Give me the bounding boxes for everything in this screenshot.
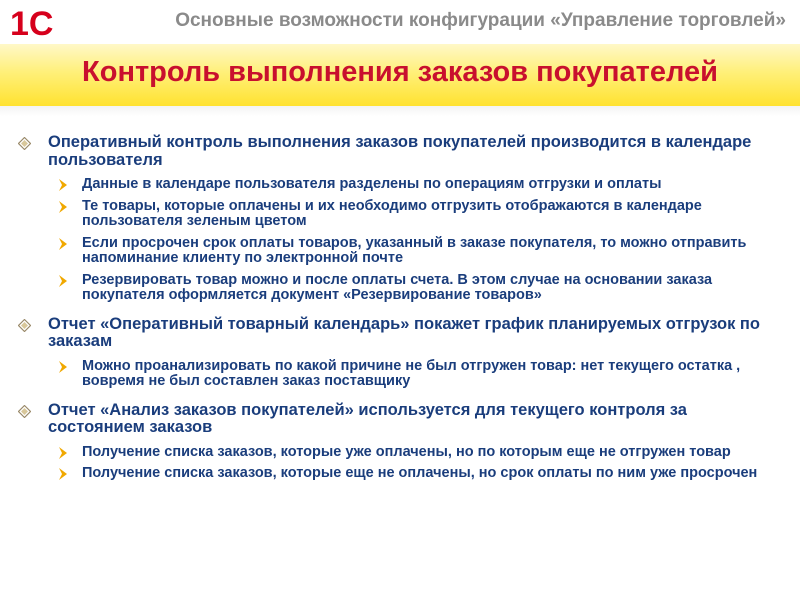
item-text: Получение списка заказов, которые уже оплачены, но по которым еще не отгружен товар <box>82 443 731 460</box>
section-2-text: Отчет «Оперативный товарный календарь» покажет график планируемых отгрузок по заказам <box>48 314 760 350</box>
section-3 <box>48 402 783 437</box>
section-2 <box>48 316 783 351</box>
1c-logo <box>8 4 70 42</box>
arrow-bullet-icon <box>58 200 68 214</box>
slide-content <box>0 134 800 488</box>
item-text: Те товары, которые оплачены и их необходимо отгрузить отображаются в календаре пользователя зеленым цветом <box>82 197 702 229</box>
arrow-bullet-icon <box>58 237 68 251</box>
item-text: Можно проанализировать по какой причине не был отгружен товар: нет текущего остатка , вовремя не был составлен заказ поставщику <box>82 357 741 389</box>
item-text: Резервировать товар можно и после оплаты счета. В этом случае на основании заказа покупателя оформляется документ «Резервирование товаров» <box>82 271 713 303</box>
item-text: Получение списка заказов, которые еще не оплачены, но срок оплаты по ним уже просрочен <box>82 465 758 481</box>
arrow-bullet-icon <box>58 446 68 460</box>
banner-shadow <box>0 106 800 116</box>
arrow-bullet-icon <box>58 178 68 192</box>
arrow-bullet-icon <box>58 360 68 374</box>
section-1-item-1 <box>82 177 762 193</box>
section-1-item-2 <box>82 199 762 230</box>
section-3-item-1 <box>82 445 762 461</box>
slide-title: Контроль выполнения заказов покупателей <box>82 56 718 88</box>
item-text: Данные в календаре пользователя разделены по операциям отгрузки и оплаты <box>82 176 662 192</box>
section-1-item-3 <box>82 236 762 267</box>
section-3-item-2 <box>82 466 762 482</box>
arrow-bullet-icon <box>58 274 68 288</box>
arrow-bullet-icon <box>58 467 68 481</box>
section-2-item-1 <box>82 359 762 390</box>
section-1 <box>48 134 783 169</box>
presentation-header: Основные возможности конфигурации «Управление торговлей» <box>175 10 786 31</box>
item-text: Если просрочен срок оплаты товаров, указанный в заказе покупателя, то можно отправить напоминание клиенту по электронной почте <box>82 234 747 266</box>
section-1-item-4 <box>82 273 762 304</box>
diamond-bullet-icon <box>18 405 31 418</box>
diamond-bullet-icon <box>18 319 31 332</box>
logo-text: 1С <box>10 5 54 42</box>
section-3-text: Отчет «Анализ заказов покупателей» используется для текущего контроля за состоянием заказов <box>48 400 687 436</box>
diamond-bullet-icon <box>18 137 31 150</box>
section-1-text: Оперативный контроль выполнения заказов покупателей производится в календаре пользователя <box>48 133 752 169</box>
